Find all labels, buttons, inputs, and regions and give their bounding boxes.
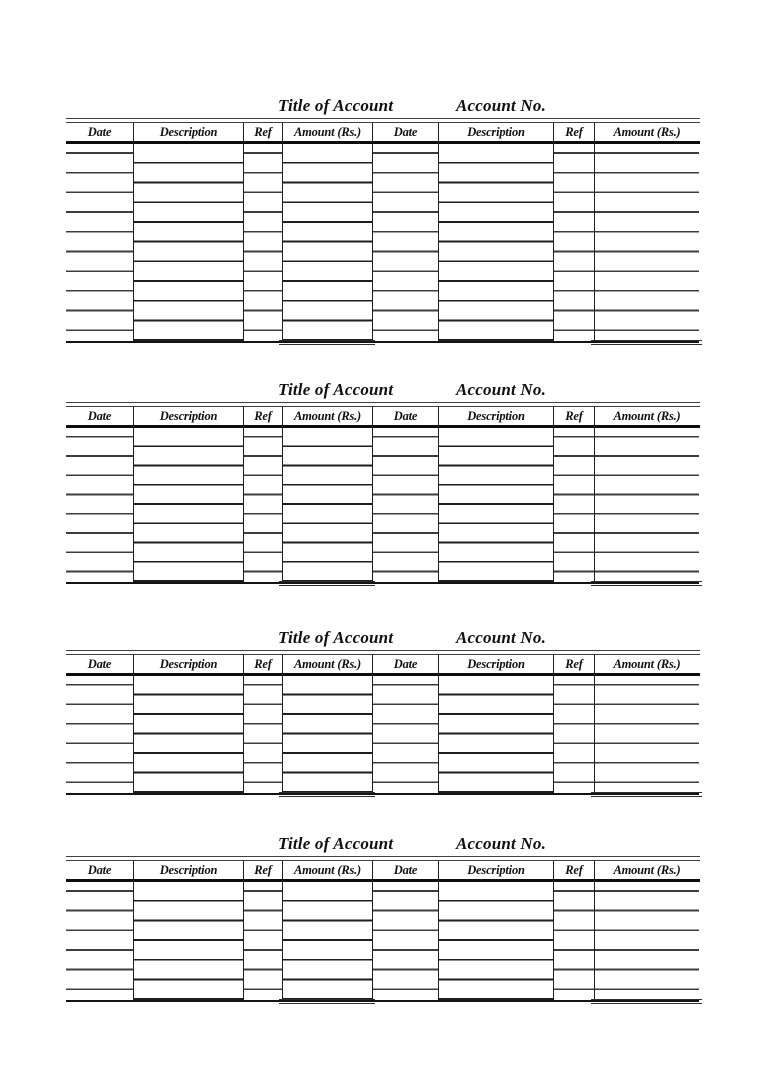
column-header-date-debit: Date <box>87 124 112 139</box>
column-header-ref-debit: Ref <box>243 655 282 673</box>
ledger-account-table-2 <box>66 374 699 584</box>
column-ref-debit <box>243 882 282 1000</box>
table-title-row <box>66 622 699 650</box>
title-of-account-label: Title of Account <box>278 380 394 399</box>
ledger-account-table-3 <box>66 622 699 795</box>
amount-column-bottom-rule <box>279 792 375 797</box>
column-header-amount-debit: Amount (Rs.) <box>282 861 372 879</box>
column-header-ref-credit: Ref <box>553 407 594 425</box>
table-title-row <box>66 90 699 118</box>
column-amount-credit <box>594 144 699 341</box>
column-header-date-debit: Date <box>87 862 112 877</box>
column-date-credit <box>372 144 438 341</box>
column-ref-debit <box>243 144 282 341</box>
column-header-date-credit: Date <box>372 861 438 879</box>
column-amount-debit <box>282 676 372 793</box>
column-ref-credit <box>553 676 594 793</box>
column-header-description-credit: Description <box>438 655 553 673</box>
account-no-label: Account No. <box>456 96 547 115</box>
column-description-debit <box>133 882 243 1000</box>
column-date-credit <box>372 428 438 582</box>
column-amount-credit <box>594 428 699 582</box>
table-title-row <box>66 374 699 402</box>
column-header-row <box>66 861 699 879</box>
column-date-credit <box>372 676 438 793</box>
column-amount-credit <box>594 676 699 793</box>
title-of-account-label: Title of Account <box>278 628 394 647</box>
column-header-ref-debit: Ref <box>243 861 282 879</box>
column-header-row <box>66 123 699 141</box>
column-header-amount-debit: Amount (Rs.) <box>282 123 372 141</box>
amount-column-bottom-rule <box>591 999 702 1004</box>
column-date-debit <box>66 676 133 793</box>
amount-column-bottom-rule <box>591 581 702 586</box>
column-amount-debit <box>282 144 372 341</box>
column-header-description-debit: Description <box>133 655 243 673</box>
amount-column-bottom-rule <box>591 340 702 345</box>
amount-column-bottom-rule <box>279 581 375 586</box>
column-amount-credit <box>594 882 699 1000</box>
column-header-amount-debit: Amount (Rs.) <box>282 655 372 673</box>
amount-column-bottom-rule <box>279 340 375 345</box>
column-description-credit <box>438 428 553 582</box>
column-header-ref-credit: Ref <box>553 655 594 673</box>
column-header-date-debit: Date <box>87 656 112 671</box>
column-header-description-debit: Description <box>133 123 243 141</box>
column-header-ref-debit: Ref <box>243 123 282 141</box>
column-ref-credit <box>553 882 594 1000</box>
column-header-description-debit: Description <box>133 861 243 879</box>
ledger-grid <box>66 144 699 343</box>
column-header-description-credit: Description <box>438 123 553 141</box>
column-description-debit <box>133 676 243 793</box>
column-ref-debit <box>243 428 282 582</box>
column-date-debit <box>66 428 133 582</box>
column-date-debit <box>66 144 133 341</box>
ledger-grid <box>66 676 699 795</box>
amount-column-bottom-rule <box>279 999 375 1004</box>
column-header-date-debit: Date <box>87 408 112 423</box>
column-amount-debit <box>282 882 372 1000</box>
column-header-amount-debit: Amount (Rs.) <box>282 407 372 425</box>
column-header-date-credit: Date <box>372 655 438 673</box>
title-of-account-label: Title of Account <box>278 96 394 115</box>
column-header-date-credit: Date <box>372 123 438 141</box>
column-description-debit <box>133 144 243 341</box>
account-no-label: Account No. <box>456 380 547 399</box>
column-header-row <box>66 655 699 673</box>
ledger-grid <box>66 428 699 584</box>
column-header-amount-credit: Amount (Rs.) <box>594 123 699 141</box>
column-ref-credit <box>553 144 594 341</box>
column-header-ref-credit: Ref <box>553 123 594 141</box>
table-title-row <box>66 828 699 856</box>
account-no-label: Account No. <box>456 628 547 647</box>
column-header-description-debit: Description <box>133 407 243 425</box>
column-amount-debit <box>282 428 372 582</box>
ledger-grid <box>66 882 699 1002</box>
column-ref-credit <box>553 428 594 582</box>
column-description-credit <box>438 882 553 1000</box>
column-header-amount-credit: Amount (Rs.) <box>594 655 699 673</box>
column-description-credit <box>438 144 553 341</box>
column-header-ref-credit: Ref <box>553 861 594 879</box>
column-header-description-credit: Description <box>438 407 553 425</box>
column-description-debit <box>133 428 243 582</box>
column-header-description-credit: Description <box>438 861 553 879</box>
column-header-row <box>66 407 699 425</box>
column-header-amount-credit: Amount (Rs.) <box>594 407 699 425</box>
column-date-debit <box>66 882 133 1000</box>
ledger-account-table-4 <box>66 828 699 1002</box>
column-ref-debit <box>243 676 282 793</box>
column-header-date-credit: Date <box>372 407 438 425</box>
column-header-amount-credit: Amount (Rs.) <box>594 861 699 879</box>
title-of-account-label: Title of Account <box>278 834 394 853</box>
account-no-label: Account No. <box>456 834 547 853</box>
column-header-ref-debit: Ref <box>243 407 282 425</box>
ledger-account-table-1 <box>66 90 699 343</box>
column-date-credit <box>372 882 438 1000</box>
column-description-credit <box>438 676 553 793</box>
amount-column-bottom-rule <box>591 792 702 797</box>
